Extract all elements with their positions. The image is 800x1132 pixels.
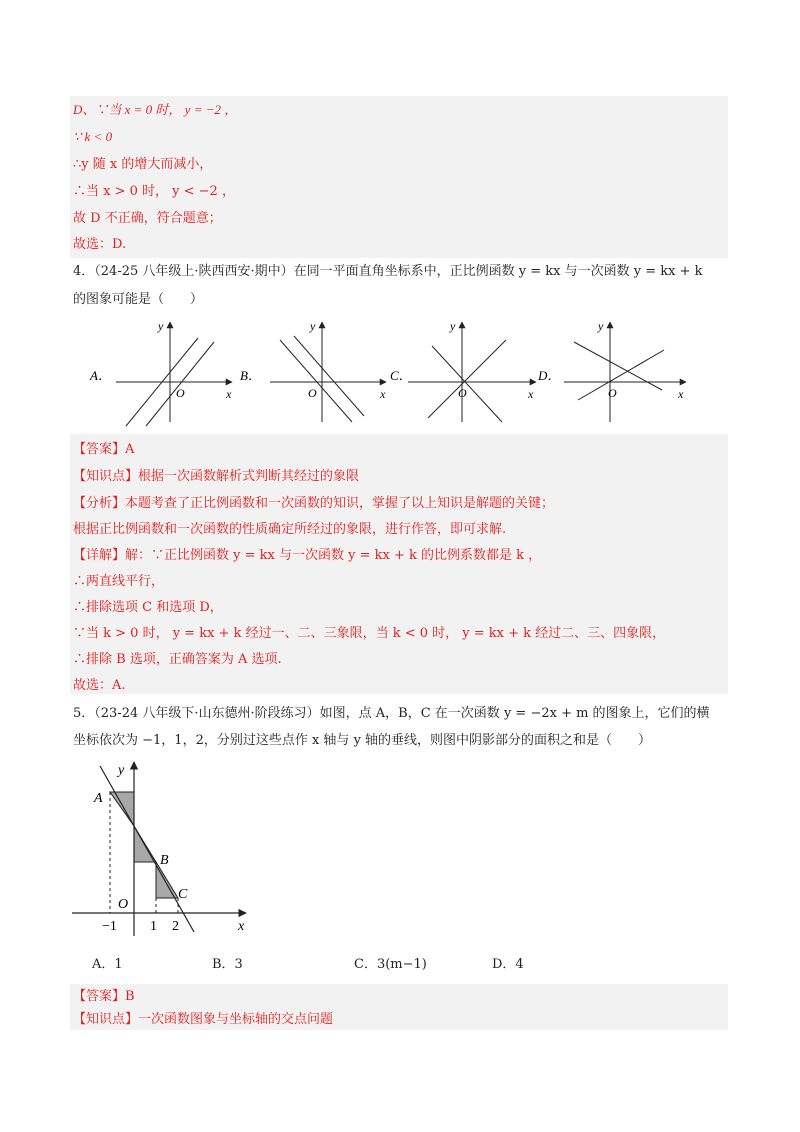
svg-text:y: y [598, 319, 604, 333]
q3-solution-block [70, 96, 728, 258]
q5-tick-1: 1 [150, 919, 157, 934]
q4-graph-b-label: B． [240, 368, 261, 383]
q4-graph-b [240, 319, 386, 422]
q5-origin: O [118, 897, 129, 912]
svg-text:y: y [310, 319, 316, 333]
q5-stem-line-1 [73, 704, 710, 724]
q4-graph-a [89, 319, 232, 426]
q4-detail-1: 【详解】解：∵正比例函数 y = kx 与一次函数 y = kx + k 的比例系数都是 k ， [73, 548, 542, 563]
q4-stem-text: （24-25 八年级上·陕西西安·期中）在同一平面直角坐标系中，正比例函数 y = kx 与一次函数 y = kx + k [94, 264, 703, 279]
q5-y-label: y [118, 763, 125, 778]
q5-option-c: C．3(m−1) [354, 957, 427, 972]
q5-point-a: A [94, 791, 103, 806]
svg-text:y: y [158, 319, 164, 333]
svg-text:y: y [450, 319, 456, 333]
q5-options [0, 953, 800, 975]
q4-analysis-2: 根据正比例函数和一次函数的性质确定所经过的象限，进行作答，即可求解. [73, 522, 507, 537]
q5-option-a: A．1 [92, 957, 123, 972]
q3-line-3: ∴y 随 x 的增大而减小， [73, 157, 213, 172]
q4-answer: 【答案】A [73, 442, 135, 457]
q4-stem-line-2: 的图象可能是（ ） [73, 292, 204, 307]
q5-answer: 【答案】B [73, 989, 135, 1004]
q4-detail-5: ∴排除 B 选项，正确答案为 A 选项. [73, 652, 282, 667]
q4-detail-6: 故选：A. [73, 678, 126, 693]
q4-graphs [82, 318, 722, 438]
q5-figure [70, 758, 270, 938]
svg-text:x: x [528, 387, 534, 401]
q4-detail-2: ∴两直线平行， [73, 574, 165, 589]
q5-option-d: D．4 [492, 957, 524, 972]
q5-point-b: B [160, 853, 169, 868]
q4-graph-d-label: D． [538, 368, 561, 383]
q5-x-label: x [238, 919, 245, 934]
svg-text:x: x [380, 387, 386, 401]
q3-line-2: ∵ k < 0 [73, 129, 113, 144]
svg-text:O: O [308, 386, 317, 400]
q3-line-4: ∴当 x > 0 时， y < −2 ， [73, 184, 235, 199]
q4-analysis-1: 【分析】本题考查了正比例函数和一次函数的知识，掌握了以上知识是解题的关键； [73, 496, 555, 511]
q4-graph-d [537, 319, 686, 422]
q4-detail-4: ∵当 k > 0 时， y = kx + k 经过一、二、三象限，当 k < 0 时， y = kx + k 经过二、三、四象限， [73, 626, 666, 641]
q5-tick-2: 2 [172, 919, 179, 934]
svg-text:O: O [608, 386, 617, 400]
q4-graph-c-label: C． [390, 368, 412, 383]
q5-tick-neg1: −1 [102, 919, 117, 934]
q3-line-1: D、∵当 x = 0 时， y = −2 ， [73, 102, 238, 117]
q4-stem-line-1 [73, 262, 703, 282]
q3-line-6: 故选：D. [73, 237, 127, 252]
q5-stem-line-2: 坐标依次为 −1，1，2，分别过这些点作 x 轴与 y 轴的垂线，则图中阴影部分的面积之和是（ ） [73, 733, 652, 748]
svg-text:O: O [176, 386, 185, 400]
q4-graph-a-label: A． [90, 368, 111, 383]
q4-detail-3: ∴排除选项 C 和选项 D， [73, 600, 223, 615]
q4-knowledge: 【知识点】根据一次函数解析式判断其经过的象限 [73, 469, 360, 484]
svg-text:x: x [226, 387, 232, 401]
q5-option-b: B．3 [212, 957, 243, 972]
svg-text:x: x [678, 387, 684, 401]
q5-point-c: C [178, 887, 188, 902]
q4-graph-c [390, 319, 536, 422]
q5-stem-text: （23-24 八年级下·山东德州·阶段练习）如图，点 A，B，C 在一次函数 y = −2x + m 的图象上，它们的横 [94, 706, 710, 721]
q5-number: 5． [73, 706, 95, 721]
q3-line-5: 故 D 不正确，符合题意； [73, 211, 222, 226]
q5-knowledge: 【知识点】一次函数图象与坐标轴的交点问题 [73, 1012, 334, 1027]
svg-text:O: O [458, 386, 467, 400]
q4-number: 4． [73, 264, 95, 279]
